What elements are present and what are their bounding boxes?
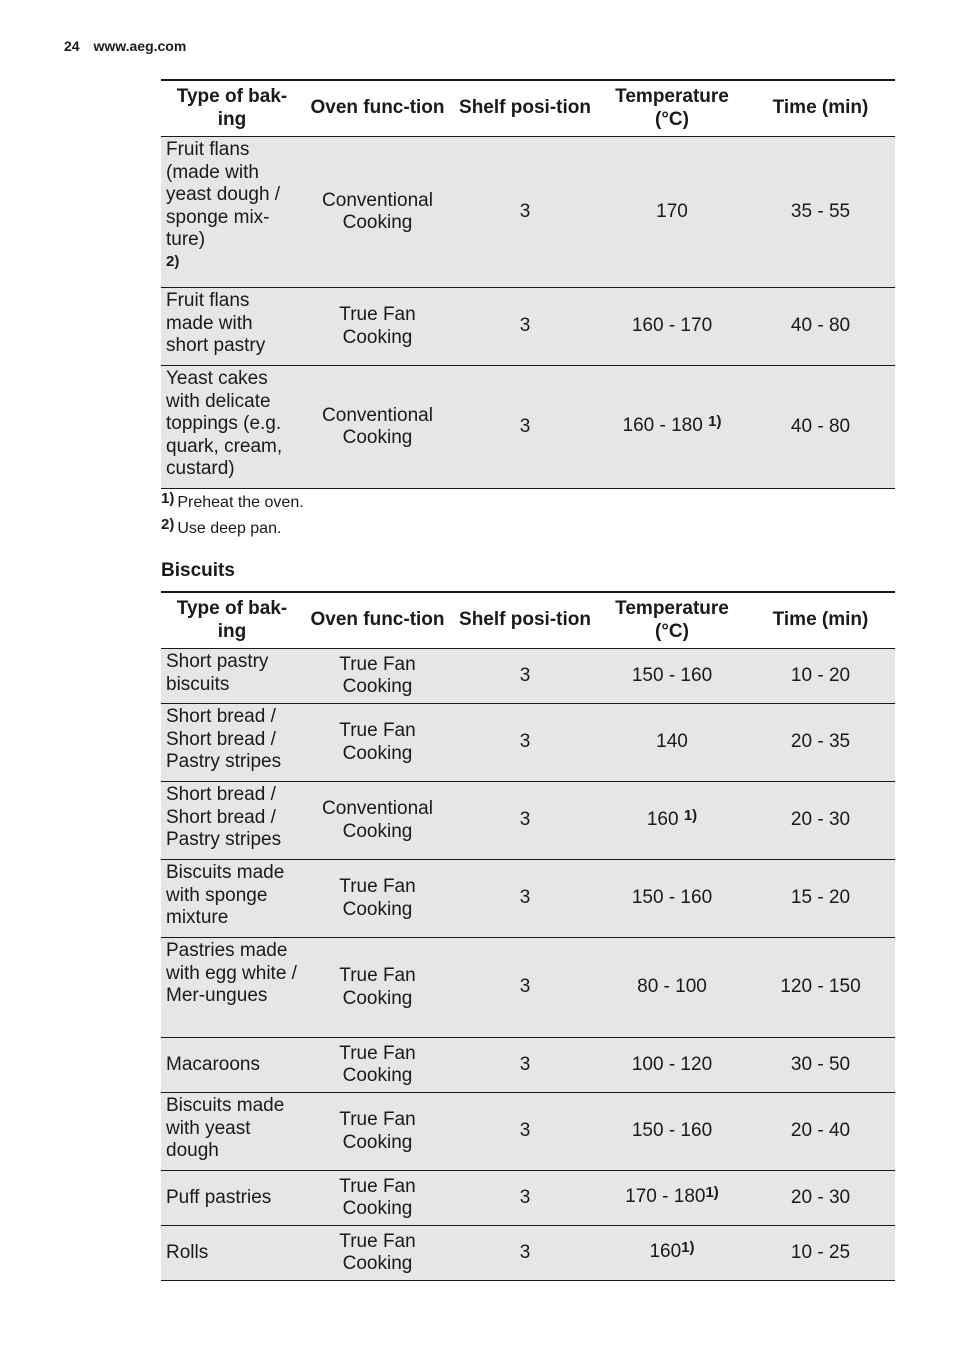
footnote-ref: 1) bbox=[708, 413, 722, 431]
col-function: Oven func-tion bbox=[303, 80, 452, 137]
footnote: 1) Preheat the oven. bbox=[161, 490, 304, 511]
cell-function: True Fan Cooking bbox=[303, 860, 452, 938]
cell-time: 40 - 80 bbox=[746, 366, 895, 489]
cell-function: Conventional Cooking bbox=[303, 782, 452, 860]
table-row bbox=[161, 782, 895, 860]
cell-function: True Fan Cooking bbox=[303, 938, 452, 1038]
cell-time: 120 - 150 bbox=[746, 938, 895, 1038]
col-type: Type of bak-ing bbox=[161, 80, 303, 137]
col-temperature: Temperature (°C) bbox=[598, 592, 746, 649]
cell-type: Short bread / Short bread / Pastry stripes bbox=[161, 782, 303, 860]
col-function: Oven func-tion bbox=[303, 592, 452, 649]
table-row bbox=[161, 704, 895, 782]
cell-temperature: 150 - 160 bbox=[598, 860, 746, 938]
cell-shelf: 3 bbox=[452, 1171, 598, 1226]
cell-time: 20 - 40 bbox=[746, 1093, 895, 1171]
cell-temperature: 160 $^{1)}$ bbox=[598, 782, 746, 860]
cell-function: Conventional Cooking bbox=[303, 366, 452, 489]
cell-type: Biscuits made with sponge mixture bbox=[161, 860, 303, 938]
footnote-ref: 2) bbox=[166, 252, 180, 270]
cell-temperature: 150 - 160 bbox=[598, 649, 746, 704]
col-temperature: Temperature (°C) bbox=[598, 80, 746, 137]
cell-shelf: 3 bbox=[452, 1093, 598, 1171]
cell-temperature: 170 bbox=[598, 137, 746, 288]
page-header bbox=[64, 38, 186, 54]
cell-time: 15 - 20 bbox=[746, 860, 895, 938]
col-time: Time (min) bbox=[746, 80, 895, 137]
cell-temperature: 160 - 170 bbox=[598, 288, 746, 366]
cell-type: Short pastry biscuits bbox=[161, 649, 303, 704]
cell-function: True Fan Cooking bbox=[303, 1093, 452, 1171]
cell-time: 30 - 50 bbox=[746, 1038, 895, 1093]
cell-type: Biscuits made with yeast dough bbox=[161, 1093, 303, 1171]
baking-table-biscuits bbox=[161, 591, 895, 1281]
table-row bbox=[161, 649, 895, 704]
cell-shelf: 3 bbox=[452, 782, 598, 860]
cell-function: True Fan Cooking bbox=[303, 288, 452, 366]
table-header-row bbox=[161, 80, 895, 137]
cell-shelf: 3 bbox=[452, 1038, 598, 1093]
col-shelf: Shelf posi-tion bbox=[452, 592, 598, 649]
cell-temperature: 150 - 160 bbox=[598, 1093, 746, 1171]
cell-time: 40 - 80 bbox=[746, 288, 895, 366]
cell-time: 35 - 55 bbox=[746, 137, 895, 288]
table-row bbox=[161, 1171, 895, 1226]
cell-temperature: 160 - 180 $^{1)}$ bbox=[598, 366, 746, 489]
cell-shelf: 3 bbox=[452, 1226, 598, 1281]
table-row bbox=[161, 366, 895, 489]
cell-shelf: 3 bbox=[452, 288, 598, 366]
table-header-row bbox=[161, 592, 895, 649]
cell-time: 20 - 30 bbox=[746, 1171, 895, 1226]
cell-time: 10 - 25 bbox=[746, 1226, 895, 1281]
cell-type: Rolls bbox=[161, 1226, 303, 1281]
col-type: Type of bak-ing bbox=[161, 592, 303, 649]
table-row bbox=[161, 1226, 895, 1281]
table-row bbox=[161, 137, 895, 288]
cell-time: 20 - 35 bbox=[746, 704, 895, 782]
col-time: Time (min) bbox=[746, 592, 895, 649]
table-row bbox=[161, 860, 895, 938]
section-title: Biscuits bbox=[161, 560, 235, 581]
cell-temperature: 80 - 100 bbox=[598, 938, 746, 1038]
footnote: 2) Use deep pan. bbox=[161, 516, 282, 537]
baking-table-cakes bbox=[161, 79, 895, 489]
cell-type: Short bread / Short bread / Pastry stripes bbox=[161, 704, 303, 782]
cell-shelf: 3 bbox=[452, 704, 598, 782]
cell-function: True Fan Cooking bbox=[303, 1038, 452, 1093]
cell-function: True Fan Cooking bbox=[303, 1226, 452, 1281]
footnote-ref: 1) bbox=[705, 1184, 719, 1202]
cell-shelf: 3 bbox=[452, 860, 598, 938]
table-row bbox=[161, 288, 895, 366]
footnotes bbox=[161, 490, 304, 542]
cell-type: Yeast cakes with delicate toppings (e.g. quark, cream, custard) bbox=[161, 366, 303, 489]
cell-time: 20 - 30 bbox=[746, 782, 895, 860]
page-number: 24 bbox=[64, 38, 80, 54]
cell-shelf: 3 bbox=[452, 137, 598, 288]
cell-temperature: 100 - 120 bbox=[598, 1038, 746, 1093]
footnote-ref: 1) bbox=[681, 1239, 695, 1257]
cell-temperature: 170 - 180$^{1)}$ bbox=[598, 1171, 746, 1226]
cell-type: Puff pastries bbox=[161, 1171, 303, 1226]
table-row bbox=[161, 938, 895, 1038]
cell-shelf: 3 bbox=[452, 649, 598, 704]
cell-type: Fruit flans (made with yeast dough / sponge mix-ture) 2) bbox=[161, 137, 303, 288]
table-row bbox=[161, 1093, 895, 1171]
cell-shelf: 3 bbox=[452, 366, 598, 489]
cell-temperature: 160$^{1)}$ bbox=[598, 1226, 746, 1281]
cell-function: True Fan Cooking bbox=[303, 1171, 452, 1226]
cell-shelf: 3 bbox=[452, 938, 598, 1038]
col-shelf: Shelf posi-tion bbox=[452, 80, 598, 137]
cell-type: Macaroons bbox=[161, 1038, 303, 1093]
cell-type: Fruit flans made with short pastry bbox=[161, 288, 303, 366]
cell-type: Pastries made with egg white / Mer-ungues bbox=[161, 938, 303, 1038]
footnote-ref: 1) bbox=[683, 806, 698, 824]
cell-function: Conventional Cooking bbox=[303, 137, 452, 288]
cell-function: True Fan Cooking bbox=[303, 649, 452, 704]
cell-time: 10 - 20 bbox=[746, 649, 895, 704]
cell-temperature: 140 bbox=[598, 704, 746, 782]
table-row bbox=[161, 1038, 895, 1093]
site-url: www.aeg.com bbox=[93, 38, 187, 54]
cell-function: True Fan Cooking bbox=[303, 704, 452, 782]
